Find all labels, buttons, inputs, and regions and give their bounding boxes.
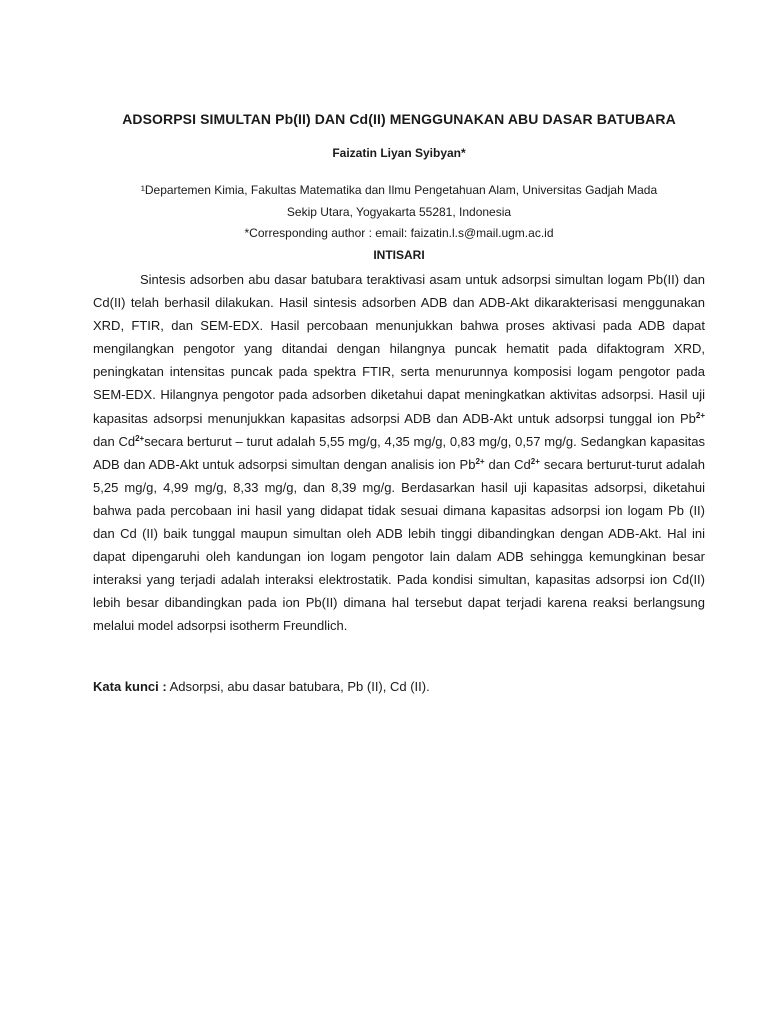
- keywords-text: Adsorpsi, abu dasar batubara, Pb (II), Cd (II).: [166, 679, 430, 694]
- affiliation-line-2: Sekip Utara, Yogyakarta 55281, Indonesia: [286, 205, 512, 219]
- abstract-text-3: secara berturut – turut adalah 5,55 mg/g, 4,35 mg/g, 0,83 mg/g, 0,57 mg/g. Sedangkan kapasitas ADB dan ADB-Akt untuk adsorpsi simultan dengan analisis ion Pb: [93, 433, 705, 472]
- abstract-heading: INTISARI: [373, 248, 425, 262]
- paper-title: ADSORPSI SIMULTAN Pb(II) DAN Cd(II) MENGGUNAKAN ABU DASAR BATUBARA: [122, 111, 676, 127]
- abstract-text-2: dan Cd: [93, 433, 136, 449]
- abstract-superscript-4: 2+: [530, 456, 540, 466]
- corresponding-author: *Corresponding author : email: faizatin.l.s@mail.ugm.ac.id: [244, 226, 554, 240]
- keywords-label: Kata kunci :: [93, 679, 167, 694]
- abstract-superscript-3: 2+: [475, 456, 485, 466]
- affiliation-line-1: ¹Departemen Kimia, Fakultas Matematika dan Ilmu Pengetahuan Alam, Universitas Gadjah Mada: [140, 183, 658, 197]
- abstract-text-5: secara berturut-turut adalah 5,25 mg/g, 4,99 mg/g, 8,33 mg/g, dan 8,39 mg/g. Berdasarkan hasil uji kapasitas adsorpsi, diketahui bahwa pada percobaan ini hasil yang didapat tidak sesuai dimana kapasitas adsorpsi ion logam Pb (II) dan Cd (II) baik tunggal maupun simultan oleh ADB lebih tinggi dibandingkan dengan ADB-Akt. Hal ini dapat dipengaruhi oleh kandungan ion logam pengotor lain dalam ADB sehingga kemungkinan besar interaksi yang terjadi adalah interaksi elektrostatik. Pada kondisi simultan, kapasitas adsorpsi ion Cd(II) lebih besar dibandingkan pada ion Pb(II) dimana hal tersebut dapat terjadi karena reaksi berlangsung melalui model adsorpsi isotherm Freundlich.: [93, 456, 705, 634]
- author-name: Faizatin Liyan Syibyan*: [332, 146, 466, 160]
- abstract-text-1: Sintesis adsorben abu dasar batubara teraktivasi asam untuk adsorpsi simultan logam Pb(II) dan Cd(II) telah berhasil dilakukan. Hasil sintesis adsorben ADB dan ADB-Akt dikarakterisasi menggunakan XRD, FTIR, dan SEM-EDX. Hasil percobaan menunjukkan bahwa proses aktivasi pada ADB dapat mengilangkan pengotor yang ditandai dengan hilangnya puncak hematit pada difaktogram XRD, peningkatan intensitas puncak pada spektra FTIR, serta menurunnya komposisi logam pengotor pada SEM-EDX. Hilangnya pengotor pada adsorben diketahui dapat meningkatkan aktivitas adsorpsi. Hasil uji kapasitas adsorpsi menunjukkan kapasitas adsorpsi ADB dan ADB-Akt untuk adsorpsi tunggal ion Pb: [93, 272, 705, 426]
- abstract-body: [93, 268, 705, 638]
- keywords-line: [93, 679, 705, 694]
- abstract-superscript-2: 2+: [135, 433, 145, 443]
- abstract-superscript-1: 2+: [695, 410, 705, 420]
- abstract-text-4: dan Cd: [484, 456, 531, 472]
